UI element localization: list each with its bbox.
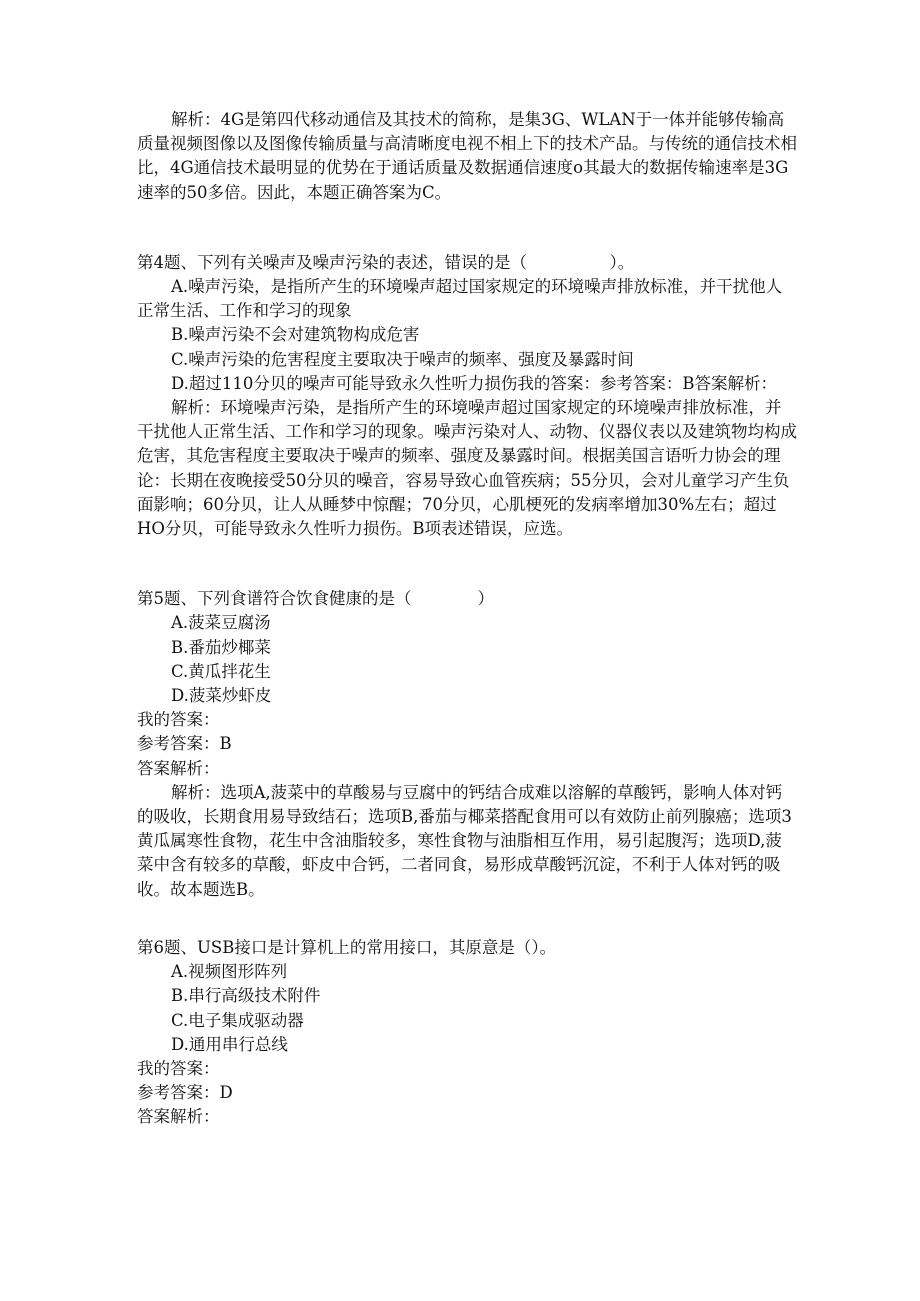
- q4-option-d: D.超过110分贝的噪声可能导致永久性听力损伤我的答案：参考答案：B答案解析：: [171, 373, 778, 393]
- q6-question-text: 第6题、USB接口是计算机上的常用接口，其原意是（）。: [137, 937, 557, 957]
- question-6: [137, 936, 797, 1130]
- q5-option-a: A.菠菜豆腐汤: [171, 613, 271, 633]
- q5-option-d: D.菠菜炒虾皮: [171, 686, 272, 706]
- q4-option-b: B.噪声污染不会对建筑物构成危害: [171, 325, 420, 345]
- section-gap: [137, 205, 797, 251]
- q6-my-answer: 我的答案：: [137, 1058, 220, 1078]
- q6-analysis-label: 答案解析：: [137, 1107, 220, 1127]
- q5-analysis-paragraph: 解析：选项A,菠菜中的草酸易与豆腐中的钙结合成难以溶解的草酸钙，影响人体对钙的吸收，长期食用易导致结石；选项B,番茄与椰菜搭配食用可以有效防止前列腺癌；选项3黄瓜属寒性食物，花生中含油脂较多，寒性食物与油脂相互作用，易引起腹泻；选项D,菠菜中含有较多的草酸，虾皮中合钙，二者同食，易形成草酸钙沉淀，不利于人体对钙的吸收。故本题选B。: [137, 782, 792, 899]
- q5-my-answer: 我的答案：: [137, 710, 220, 730]
- q6-option-a: A.视频图形阵列: [171, 962, 288, 982]
- q5-option-b: B.番茄炒椰菜: [171, 637, 271, 657]
- document-page: [137, 108, 797, 1130]
- section-gap: [137, 902, 797, 936]
- q6-option-d: D.通用串行总线: [171, 1034, 288, 1054]
- q6-option-c: C.电子集成驱动器: [171, 1010, 304, 1030]
- question-5: [137, 587, 797, 902]
- q5-reference-answer: 参考答案：B: [137, 734, 232, 754]
- q3-analysis-paragraph: 解析：4G是第四代移动通信及其技术的简称，是集3G、WLAN于一体并能够传输高质量视频图像以及图像传输质量与高清晰度电视不相上下的技术产品。与传统的通信技术相比，4G通信技术最明显的优势在于通话质量及数据通信速度o其最大的数据传输速率是3G速率的50多倍。因此，本题正确答案为C。: [137, 110, 797, 202]
- section-gap: [137, 541, 797, 587]
- question-4: [137, 251, 797, 541]
- q5-analysis-label: 答案解析：: [137, 758, 220, 778]
- q5-question-text: 第5题、下列食谱符合饮食健康的是（ ）: [137, 589, 494, 609]
- q4-option-c: C.噪声污染的危害程度主要取决于噪声的频率、强度及暴露时间: [171, 349, 634, 369]
- q4-analysis-paragraph: 解析：环境噪声污染，是指所产生的环境噪声超过国家规定的环境噪声排放标准，并干扰他人正常生活、工作和学习的现象。噪声污染对人、动物、仪器仪表以及建筑物均构成危害，其危害程度主要取决于噪声的频率、强度及暴露时间。根据美国言语听力协会的理论：长期在夜晚接受50分贝的噪音，容易导致心血管疾病；55分贝，会对儿童学习产生负面影响；60分贝，让人从睡梦中惊醒；70分贝，心肌梗死的发病率增加30%左右；超过HO分贝，可能导致永久性听力损伤。B项表述错误，应选。: [137, 398, 797, 539]
- q6-option-b: B.串行高级技术附件: [171, 986, 321, 1006]
- q4-option-a: A.噪声污染，是指所产生的环境噪声超过国家规定的环境噪声排放标准，并干扰他人正常生活、工作和学习的现象: [137, 277, 783, 321]
- q5-option-c: C.黄瓜拌花生: [171, 661, 271, 681]
- q4-question-text: 第4题、下列有关噪声及噪声污染的表述，错误的是（ ）。: [137, 252, 635, 272]
- q6-reference-answer: 参考答案：D: [137, 1083, 233, 1103]
